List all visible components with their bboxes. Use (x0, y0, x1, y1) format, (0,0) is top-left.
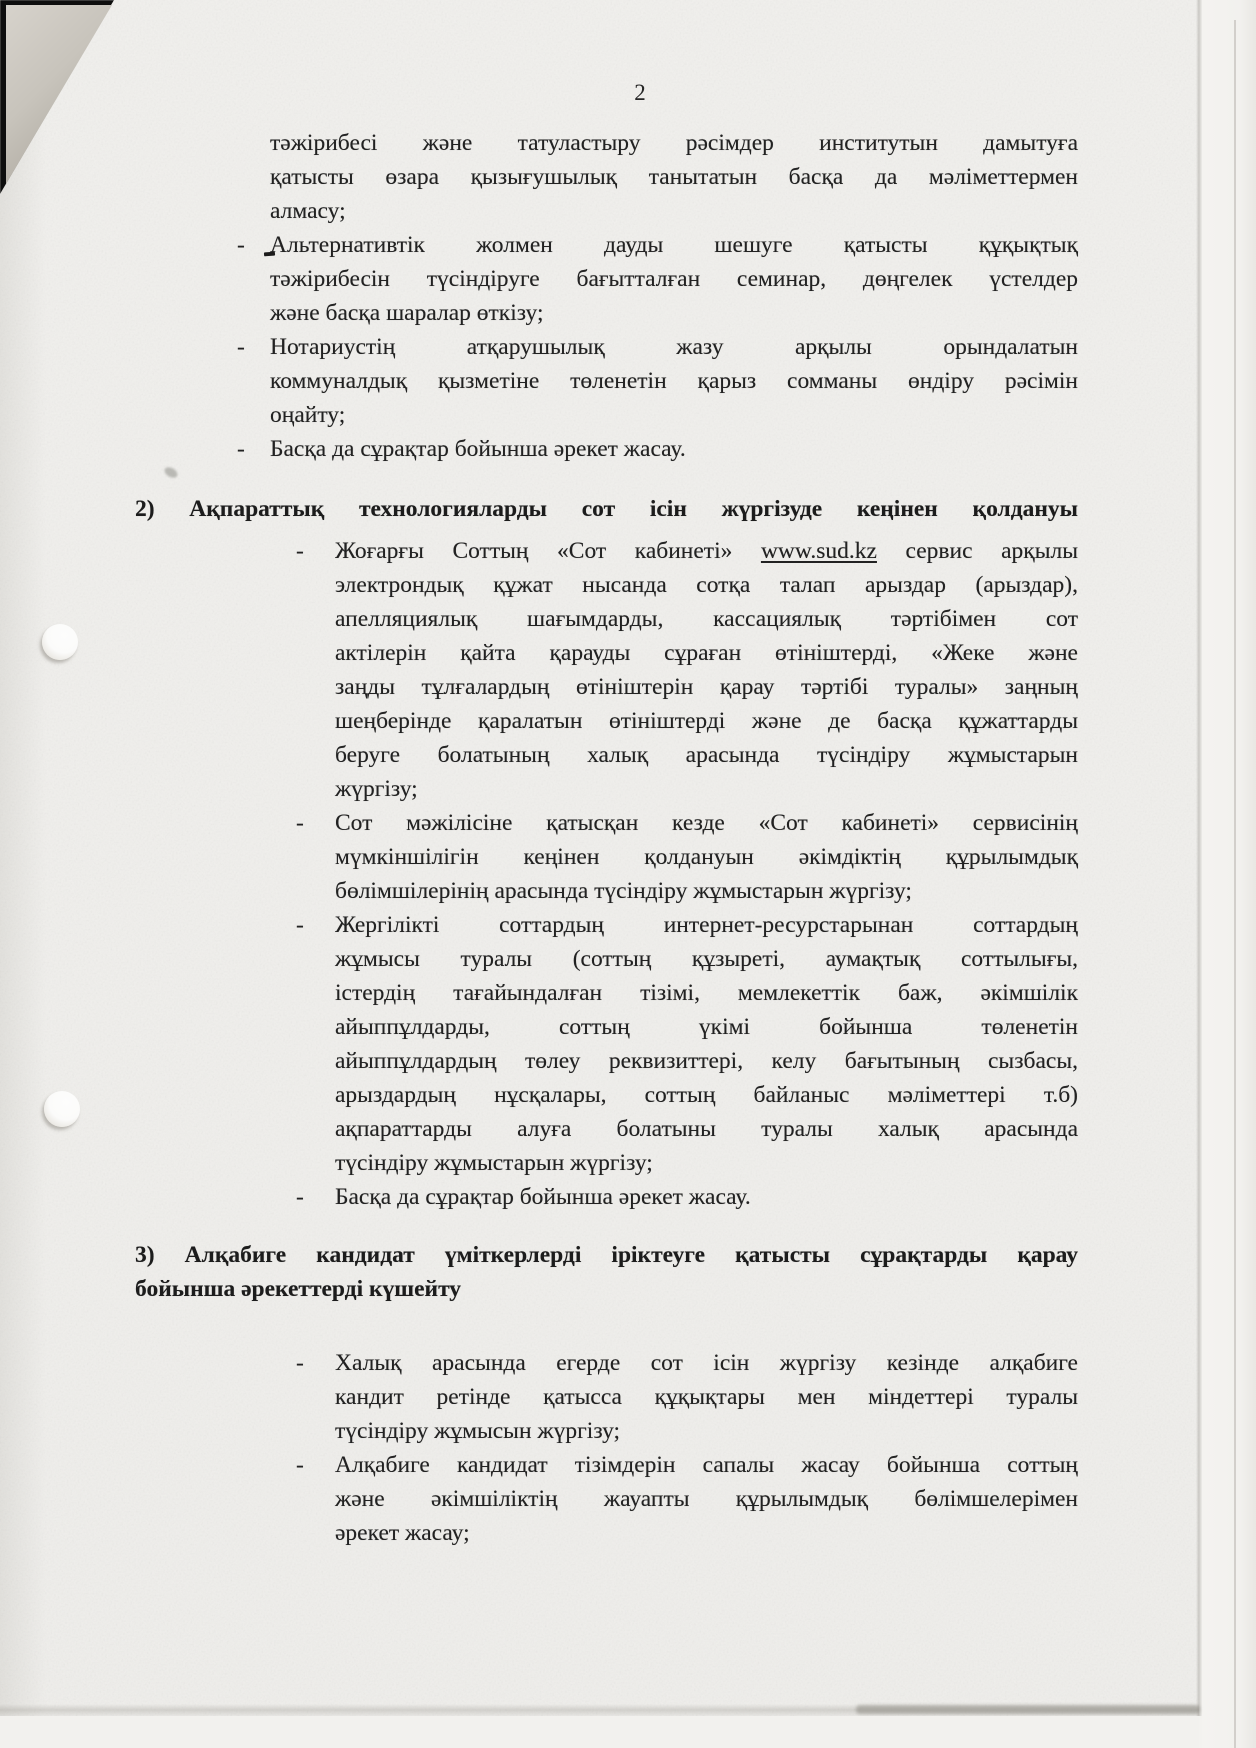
bullet-dash: - (296, 912, 304, 938)
text-line: және басқа шаралар өткізу; (270, 300, 544, 326)
text-line: Басқа да сұрақтар бойынша әрекет жасау. (335, 1184, 751, 1210)
text-line: істердің тағайындалған тізімі, мемлекеттік баж, әкімшілік (335, 980, 1078, 1006)
text-line: шеңберінде қаралатын өтініштерді және де басқа құжаттарды (335, 708, 1078, 734)
bullet-dash: - (296, 1350, 304, 1376)
page-bottom-edge-streak (856, 1705, 1200, 1714)
document-body (135, 126, 1078, 1550)
text-line: актілерін қайта қарауды сұраған өтініштерді, «Жеке және (335, 640, 1078, 666)
text-line: апелляциялық шағымдарды, кассациялық тәртібімен сот (335, 606, 1078, 632)
text-line: айыппұлдардың төлеу реквизиттері, келу бағытының сызбасы, (335, 1048, 1078, 1074)
bullet-dash: - (296, 1452, 304, 1478)
text-line: әрекет жасау; (335, 1520, 470, 1546)
list-item (296, 908, 1078, 1180)
bullet-dash: - (237, 232, 245, 258)
list-item (237, 228, 1078, 330)
text-line: оңайту; (270, 402, 346, 428)
punch-hole-bottom (44, 1091, 80, 1127)
text-line: 3) Алқабиге кандидат үміткерлерді іріктеуге қатысты сұрақтарды қарау (135, 1242, 1078, 1268)
section-3-list (135, 1346, 1078, 1550)
text-line: бойынша әрекеттерді күшейту (135, 1276, 462, 1302)
text-line: Алқабиге кандидат тізімдерін сапалы жасау бойынша соттың (335, 1452, 1078, 1478)
text-line: алмасу; (270, 198, 346, 224)
section-2-heading: 2) Ақпараттық технологияларды сот ісін жүргізуде кеңінен қолдануы (135, 496, 1078, 522)
scanner-background-right (1202, 0, 1256, 1748)
bullet-dash: - (296, 538, 304, 564)
text-line: жұмысы туралы (соттың құзыреті, аумақтық соттылығы, (335, 946, 1078, 972)
text-line: Альтернативтік жолмен дауды шешуге қатысты құқықтық (270, 232, 1078, 258)
text-line: және әкімшіліктің жауапты құрылымдық бөлімшелерімен (335, 1486, 1078, 1512)
text-segment: Жоғарғы Соттың «Сот кабинеті» (335, 538, 761, 564)
text-line: Нотариустің атқарушылық жазу арқылы орындалатын (270, 334, 1078, 360)
list-item (296, 806, 1078, 908)
text-line: түсіндіру жұмысын жүргізу; (335, 1418, 621, 1444)
list-item (296, 534, 1079, 806)
text-line: бөлімшілерінің арасында түсіндіру жұмыстарын жүргізу; (335, 878, 912, 904)
list-item (237, 330, 1078, 432)
text-line: қатысты өзара қызығушылық танытатын басқа да мәліметтермен (270, 164, 1078, 190)
text-line: беруге болатының халық арасында түсіндіру жұмыстарын (335, 742, 1078, 768)
text-line: тәжірибесін түсіндіруге бағытталған семинар, дөңгелек үстелдер (270, 266, 1078, 292)
text-line: коммуналдық қызметіне төленетін қарыз сомманы өндіру рәсімін (270, 368, 1078, 394)
text-line: ақпараттарды алуға болатыны туралы халық арасында (335, 1116, 1078, 1142)
bullet-dash: - (237, 436, 245, 462)
underlying-sheet-edge-line (1234, 20, 1236, 1748)
text-line: мүмкіншілігін кеңінен қолдануын әкімдіктің құрылымдық (335, 844, 1078, 870)
list-item (237, 432, 1078, 466)
text-line: тәжірибесі және татуластыру рәсімдер институтын дамытуға (270, 130, 1078, 156)
text-line: жүргізу; (335, 776, 418, 802)
text-line: кандит ретінде қатысса құқықтары мен міндеттері туралы (335, 1384, 1078, 1410)
text-line: электрондық құжат нысанда сотқа талап арыздар (арыздар), (335, 572, 1078, 598)
bullet-dash: - (237, 334, 245, 360)
section-3-heading (135, 1238, 1078, 1306)
intro-paragraph (270, 126, 1078, 228)
text-segment: сервис арқылы (876, 538, 1079, 564)
text-line: түсіндіру жұмыстарын жүргізу; (335, 1150, 653, 1176)
list-item (296, 1346, 1078, 1448)
text-line: Басқа да сұрақтар бойынша әрекет жасау. (270, 436, 686, 462)
list-item (296, 1448, 1078, 1550)
list-item (296, 1180, 1078, 1214)
text-line: Халық арасында егерде сот ісін жүргізу кезінде алқабиге (335, 1350, 1078, 1376)
sud-kz-url-text: www.sud.kz (760, 538, 877, 564)
scanner-background-bottom (0, 1716, 1199, 1748)
bullet-dash: - (296, 1184, 304, 1210)
page-number: 2 (634, 80, 646, 105)
text-line (335, 534, 1078, 568)
text-line: заңды тұлғалардың өтініштерін қарау тәртібі туралы» заңның (335, 674, 1078, 700)
text-line: арыздардың нұсқалары, соттың байланыс мәліметтері т.б) (335, 1082, 1078, 1108)
bullet-dash: - (296, 810, 304, 836)
text-line: айыппұлдарды, соттың үкімі бойынша төленетін (335, 1014, 1078, 1040)
punch-hole-top (42, 624, 78, 660)
text-line: Сот мәжілісіне қатысқан кезде «Сот кабинеті» сервисінің (335, 810, 1078, 836)
left-edge-shading (0, 0, 46, 1716)
text-line: Жергілікті соттардың интернет-ресурстарынан соттардың (335, 912, 1078, 938)
